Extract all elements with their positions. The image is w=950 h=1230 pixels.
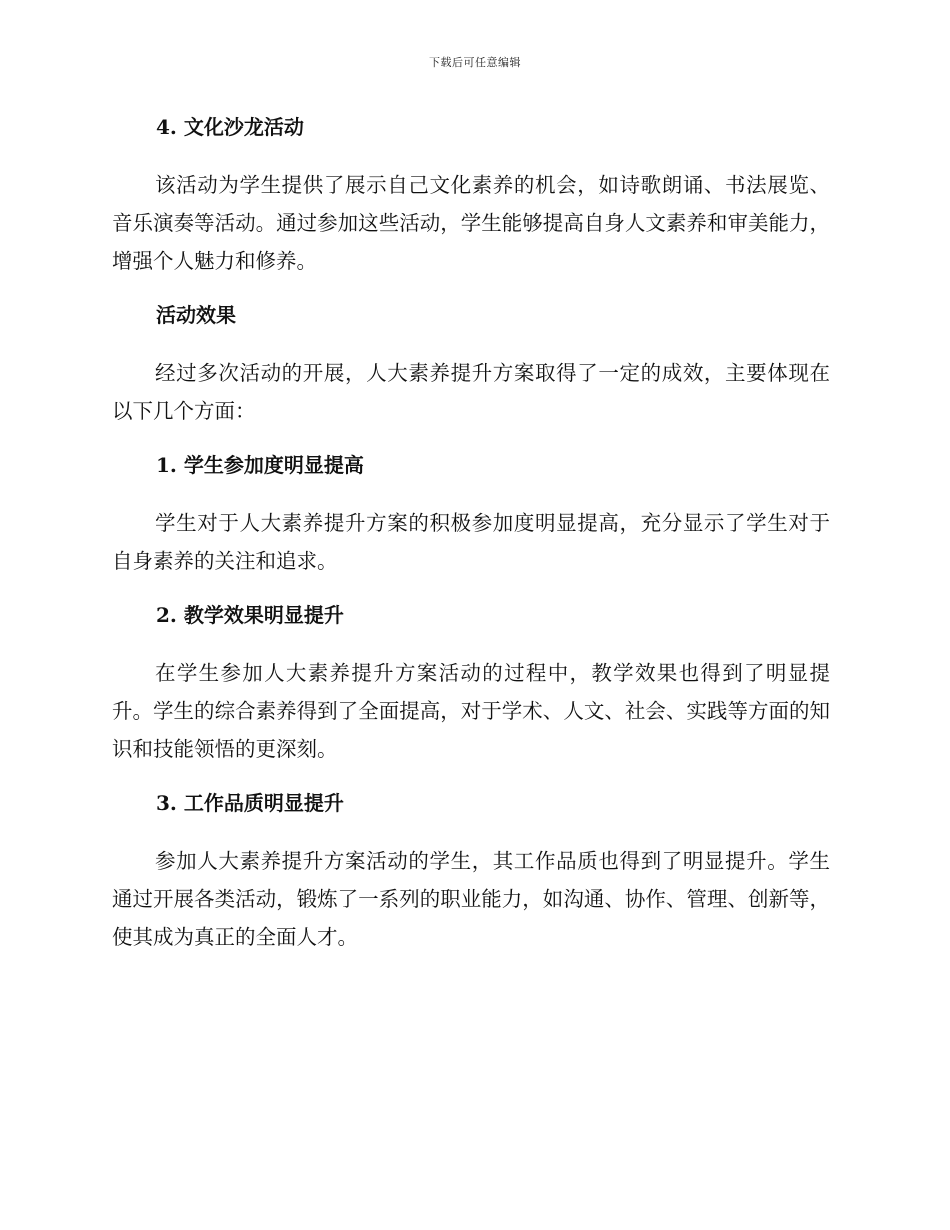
section-paragraph: 参加人大素养提升方案活动的学生，其工作品质也得到了明显提升。学生通过开展各类活动，锻炼了一系列的职业能力，如沟通、协作、管理、创新等，使其成为真正的全面人才。 (112, 849, 830, 949)
document-body (112, 110, 830, 956)
section-work-quality (112, 786, 830, 956)
section-heading: 2. 教学效果明显提升 (156, 603, 344, 627)
section-paragraph: 该活动为学生提供了展示自己文化素养的机会，如诗歌朗诵、书法展览、音乐演奏等活动。通过参加这些活动，学生能够提高自身人文素养和审美能力，增强个人魅力和修养。 (112, 173, 830, 273)
section-paragraph: 在学生参加人大素养提升方案活动的过程中，教学效果也得到了明显提升。学生的综合素养得到了全面提高，对于学术、人文、社会、实践等方面的知识和技能领悟的更深刻。 (112, 661, 830, 761)
section-cultural-salon (112, 110, 830, 298)
section-heading: 4. 文化沙龙活动 (156, 115, 304, 139)
section-activity-effects (112, 298, 830, 448)
section-heading: 1. 学生参加度明显提高 (156, 453, 364, 477)
section-teaching-effect (112, 598, 830, 786)
section-heading: 活动效果 (156, 303, 236, 327)
section-paragraph: 学生对于人大素养提升方案的积极参加度明显提高，充分显示了学生对于自身素养的关注和追求。 (112, 511, 830, 573)
section-heading: 3. 工作品质明显提升 (156, 791, 344, 815)
section-paragraph: 经过多次活动的开展，人大素养提升方案取得了一定的成效，主要体现在以下几个方面： (112, 361, 830, 423)
page-header-note: 下载后可任意编辑 (429, 56, 521, 69)
section-participation (112, 448, 830, 598)
